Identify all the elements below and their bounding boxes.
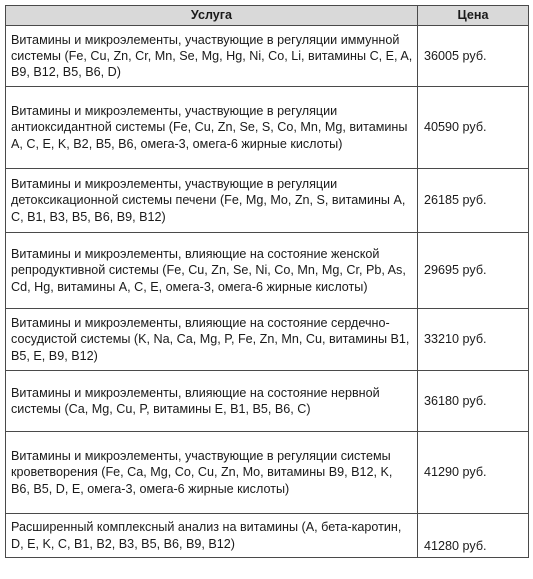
service-cell: Витамины и микроэлементы, влияющие на состояние женской репродуктивной системы (Fe, Cu, Zn, Se, Ni, Co, Mn, Mg, Cr, Pb, As, Cd, Hg, витамины A, C, E, омега-3, омега-6 жирные кислоты) — [6, 233, 418, 309]
table-row — [6, 26, 529, 87]
price-cell: 36005 руб. — [418, 26, 529, 87]
column-header-price: Цена — [418, 6, 529, 26]
table-row — [6, 514, 529, 558]
service-cell: Витамины и микроэлементы, влияющие на состояние сердечно-сосудистой системы (K, Na, Ca, Mg, P, Fe, Zn, Mn, Cu, витамины B1, B5, E, B9, B12) — [6, 309, 418, 371]
price-list — [5, 5, 528, 558]
price-cell: 36180 руб. — [418, 371, 529, 432]
table-row — [6, 233, 529, 309]
table-row — [6, 169, 529, 233]
price-cell: 40590 руб. — [418, 87, 529, 169]
price-cell: 29695 руб. — [418, 233, 529, 309]
price-cell: 41290 руб. — [418, 432, 529, 514]
column-header-service: Услуга — [6, 6, 418, 26]
table-row — [6, 432, 529, 514]
service-cell: Витамины и микроэлементы, участвующие в регуляции иммунной системы (Fe, Cu, Zn, Cr, Mn, Se, Mg, Hg, Ni, Co, Li, витамины C, E, A, B9, B12, B5, B6, D) — [6, 26, 418, 87]
table-row — [6, 87, 529, 169]
service-cell: Витамины и микроэлементы, участвующие в регуляции системы кроветворения (Fe, Ca, Mg, Co, Cu, Zn, Mo, витамины B9, B12, K, B6, B5, D, E, омега-3, омега-6 жирные кислоты) — [6, 432, 418, 514]
service-cell: Витамины и микроэлементы, участвующие в регуляции детоксикационной системы печени (Fe, Mg, Mo, Zn, S, витамины A, C, B1, B3, B5, B6, B9, B12) — [6, 169, 418, 233]
price-cell: 41280 руб. — [418, 514, 529, 558]
table-row — [6, 309, 529, 371]
service-cell: Витамины и микроэлементы, влияющие на состояние нервной системы (Ca, Mg, Cu, P, витамины E, B1, B5, B6, C) — [6, 371, 418, 432]
price-cell: 33210 руб. — [418, 309, 529, 371]
service-cell: Расширенный комплексный анализ на витамины (A, бета-каротин, D, E, K, C, B1, B2, B3, B5, B6, B9, B12) — [6, 514, 418, 558]
services-table — [5, 5, 529, 558]
service-cell: Витамины и микроэлементы, участвующие в регуляции антиоксидантной системы (Fe, Cu, Zn, Se, S, Co, Mn, Mg, витамины A, C, E, K, B2, B5, B6, омега-3, омега-6 жирные кислоты) — [6, 87, 418, 169]
price-cell: 26185 руб. — [418, 169, 529, 233]
table-header-row — [6, 6, 529, 26]
table-row — [6, 371, 529, 432]
